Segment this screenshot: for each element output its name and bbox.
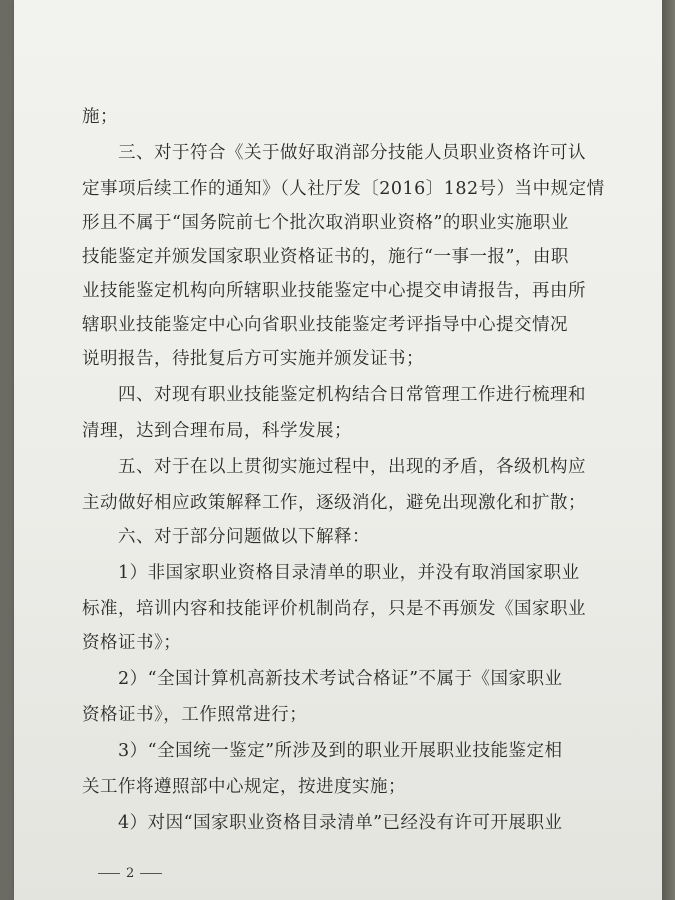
- text-line: 技能鉴定并颁发国家职业资格证书的，施行“一事一报”，由职: [82, 247, 569, 267]
- text-line: 主动做好相应政策解释工作，逐级消化，避免出现激化和扩散；: [82, 493, 586, 513]
- page-number: 2: [126, 866, 135, 881]
- text-line: 标准，培训内容和技能评价机制尚存，只是不再颁发《国家职业: [82, 599, 586, 619]
- text-line: 定事项后续工作的通知》（人社厅发〔2016〕182号）当中规定情: [82, 179, 605, 199]
- footer-dash-left: [98, 873, 120, 874]
- text-line: 关工作将遵照部中心规定，按进度实施；: [82, 777, 406, 797]
- document-body: [82, 100, 622, 842]
- text-line: 四、对现有职业技能鉴定机构结合日常管理工作进行梳理和: [118, 385, 586, 405]
- text-line: 施；: [82, 107, 118, 127]
- text-line: 形且不属于“国务院前七个批次取消职业资格”的职业实施职业: [82, 213, 569, 233]
- text-line: 业技能鉴定机构向所辖职业技能鉴定中心提交申请报告，再由所: [82, 281, 586, 301]
- text-line: 1）非国家职业资格目录清单的职业，并没有取消国家职业: [118, 563, 580, 583]
- text-line: 三、对于符合《关于做好取消部分技能人员职业资格许可认: [118, 143, 586, 163]
- footer-dash-right: [140, 873, 162, 874]
- text-line: 资格证书》；: [82, 633, 182, 653]
- text-line: 4）对因“国家职业资格目录清单”已经没有许可开展职业: [118, 813, 563, 833]
- text-line: 3）“全国统一鉴定”所涉及到的职业开展职业技能鉴定相: [118, 741, 563, 761]
- text-line: 资格证书》，工作照常进行；: [82, 705, 308, 725]
- text-line: 六、对于部分问题做以下解释：: [118, 527, 370, 547]
- page-edge: [662, 0, 675, 900]
- text-line: 清理，达到合理布局，科学发展；: [82, 421, 352, 441]
- text-line: 2）“全国计算机高新技术考试合格证”不属于《国家职业: [118, 669, 563, 689]
- text-line: 五、对于在以上贯彻实施过程中，出现的矛盾，各级机构应: [118, 457, 586, 477]
- page-footer: [92, 866, 168, 881]
- text-line: 辖职业技能鉴定中心向省职业技能鉴定考评指导中心提交情况: [82, 315, 568, 335]
- text-line: 说明报告，待批复后方可实施并颁发证书；: [82, 349, 424, 369]
